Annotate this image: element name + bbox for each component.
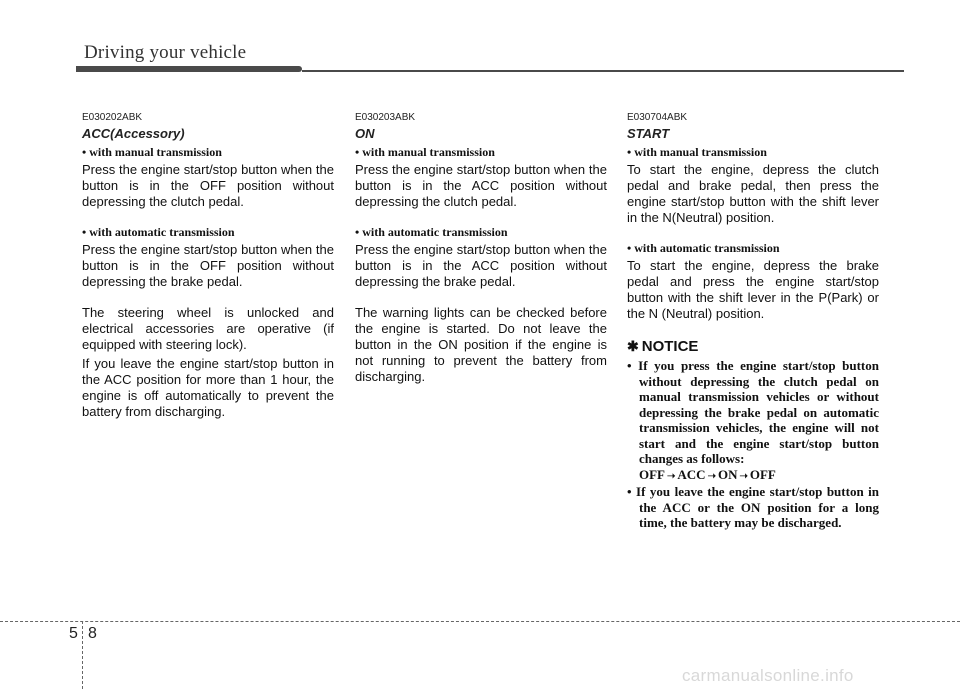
- automatic-transmission-text: Press the engine start/stop button when the button is in the ACC position without depressing the brake pedal.: [355, 242, 607, 289]
- arrow-right-icon: ➝: [739, 470, 748, 482]
- page-number: 8: [88, 625, 97, 642]
- button-sequence: [639, 467, 879, 485]
- notice-list: [627, 358, 879, 531]
- section-heading: START: [627, 126, 670, 141]
- section-code: E030203ABK: [355, 112, 416, 123]
- manual-transmission-label: • with manual transmission: [627, 145, 767, 159]
- sequence-step: ON: [717, 466, 738, 482]
- notice-item: [627, 358, 879, 484]
- manual-transmission-text: To start the engine, depress the clutch pedal and brake pedal, then press the engine start/stop button with the shift lever in the N(Neutral) position.: [627, 162, 879, 225]
- notice-title: NOTICE: [641, 338, 699, 355]
- notice-heading: [627, 337, 879, 356]
- header-bar: [76, 66, 302, 72]
- automatic-transmission-label: • with automatic transmission: [627, 241, 780, 255]
- column-on: [355, 112, 607, 400]
- footer-rule: [0, 621, 960, 622]
- section-title: Driving your vehicle: [84, 42, 247, 63]
- sequence-step: OFF: [639, 466, 665, 482]
- automatic-transmission-text: Press the engine start/stop button when the button is in the OFF position without depressing the brake pedal.: [82, 242, 334, 289]
- automatic-transmission-text: To start the engine, depress the brake pedal and press the engine start/stop button with the shift lever in the P(Park) or the N (Neutral) position.: [627, 258, 879, 321]
- section-heading: ACC(Accessory): [82, 126, 185, 141]
- sequence-step: OFF: [749, 466, 776, 482]
- section-heading: ON: [355, 126, 375, 141]
- column-acc: [82, 112, 334, 435]
- header-rule: [302, 70, 904, 72]
- footer-divider: [82, 621, 83, 689]
- manual-transmission-text: Press the engine start/stop button when the button is in the OFF position without depressing the clutch pedal.: [82, 162, 334, 209]
- arrow-right-icon: ➝: [667, 470, 676, 482]
- automatic-transmission-label: • with automatic transmission: [355, 225, 508, 239]
- automatic-transmission-label: • with automatic transmission: [82, 225, 235, 239]
- sequence-step: ACC: [677, 466, 706, 482]
- manual-transmission-label: • with manual transmission: [82, 145, 222, 159]
- body-paragraph: The warning lights can be checked before the engine is started. Do not leave the button in the ON position if the engine is not running to prevent the battery from discharging.: [355, 305, 607, 384]
- body-paragraph: The steering wheel is unlocked and electrical accessories are operative (if equipped with steering lock).: [82, 305, 334, 352]
- arrow-right-icon: ➝: [707, 470, 716, 482]
- manual-transmission-label: • with manual transmission: [355, 145, 495, 159]
- manual-transmission-text: Press the engine start/stop button when the button is in the ACC position without depressing the clutch pedal.: [355, 162, 607, 209]
- section-code: E030704ABK: [627, 112, 688, 123]
- column-start: [627, 112, 879, 531]
- page-section-number: 5: [69, 625, 78, 642]
- watermark: carmanualsonline.info: [682, 666, 854, 685]
- section-code: E030202ABK: [82, 112, 143, 123]
- notice-item-text: • If you press the engine start/stop button without depressing the clutch pedal on manual transmission vehicles or without depressing the brake pedal on automatic transmission vehicles, the engine will not start and the engine start/stop button changes as follows:: [627, 358, 879, 466]
- notice-item: • If you leave the engine start/stop button in the ACC or the ON position for a long time, the battery may be discharged.: [627, 484, 879, 530]
- notice-star-icon: ✱: [627, 338, 639, 354]
- body-paragraph: If you leave the engine start/stop button in the ACC position for more than 1 hour, the engine is off automatically to prevent the battery from discharging.: [82, 356, 334, 419]
